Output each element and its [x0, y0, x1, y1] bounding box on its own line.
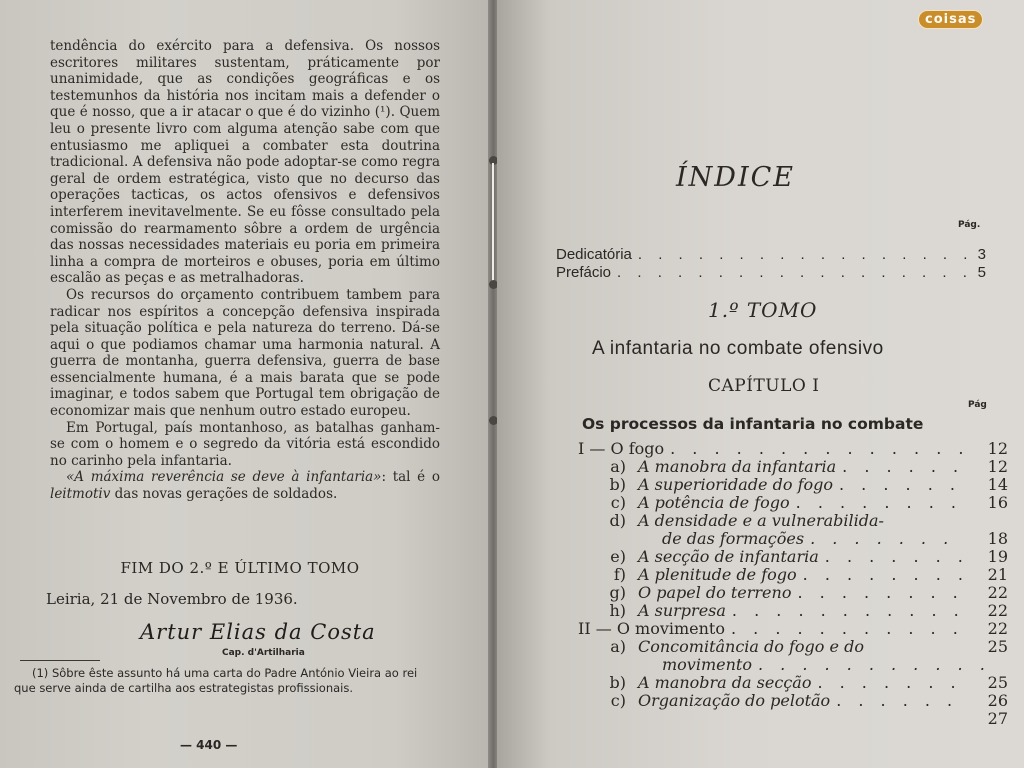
toc-front-row — [556, 264, 986, 281]
item-text-cont: de das formações — [662, 529, 805, 548]
section-page: 22 — [987, 619, 1008, 638]
footnote: (1) Sôbre êste assunto há uma carta do Padre António Vieira ao rei que serve ainda de cartilha aos estrategistas profissionais. — [14, 666, 418, 695]
leader-dots — [803, 566, 962, 584]
body-text — [50, 38, 440, 503]
leader-dots — [797, 584, 962, 602]
binding-thread — [492, 163, 494, 281]
item-letter: a) — [610, 457, 626, 476]
toc-section — [578, 440, 1008, 458]
item-letter: h) — [609, 601, 626, 620]
toc-item — [578, 692, 1008, 710]
toc-item — [578, 548, 1008, 566]
toc-item-continuation — [578, 530, 1008, 548]
toc-list — [578, 440, 1008, 728]
toc-item — [578, 584, 1008, 602]
toc-item — [578, 494, 1008, 512]
item-letter: b) — [609, 475, 626, 494]
item-letter: g) — [609, 583, 626, 602]
leader-dots — [796, 494, 962, 512]
front-page: 5 — [977, 264, 986, 281]
place-date: Leiria, 21 de Novembro de 1936. — [46, 590, 298, 608]
leader-dots — [836, 692, 962, 710]
item-letter: f) — [613, 565, 626, 584]
leader-dots — [732, 602, 962, 620]
paragraph-3: Em Portugal, país montanhoso, as batalhas ganham-se com o homem e o segredo da vitória está escondido no carinho pela infantaria. — [50, 419, 440, 469]
paragraph-1: tendência do exército para a defensiva. Os nossos escritores militares sustentam, práticamente por unanimidade, que as condições geográficas e os testemunhos da história nos incitam mais a defender o que é nosso, que a ir atacar o que é do vizinho (¹). Quem leu o presente livro com alguma atenção sabe com que entusiasmo me apliquei a combater esta doutrina tradicional. A defensiva não pode adoptar-se como regra geral de ordem estratégica, visto que no decurso das operações tacticas, os actos ofensivos e defensivos interferem inevitavelmente. Se eu fôsse consultado pela comissão do rearmamento sôbre a ordem de urgência das nossas necessidades materiais eu poria em primeira linha a compra de morteiros e obuses, poria em último escalão as peças e as metralhadoras. — [50, 38, 440, 287]
toc-section — [578, 620, 1008, 638]
item-text: A secção de infantaria — [638, 547, 819, 566]
quote-rest-after: das novas gerações de soldados. — [110, 486, 338, 503]
front-label: Dedicatória — [556, 246, 632, 263]
left-page — [0, 0, 492, 768]
tomo-heading: 1.º TOMO — [708, 298, 818, 322]
toc-item — [578, 602, 1008, 620]
item-text: A plenitude de fogo — [638, 565, 797, 584]
item-text: A surpresa — [638, 601, 726, 620]
quote-leitmotiv: leitmotiv — [50, 486, 111, 503]
item-page: 25 — [987, 637, 1008, 656]
leader-dots — [758, 656, 1002, 674]
toc-item — [578, 512, 1008, 530]
item-page: 19 — [987, 547, 1008, 566]
leader-dots — [825, 548, 962, 566]
pag-label: Pág. — [958, 220, 981, 230]
item-page: 22 — [987, 583, 1008, 602]
chapter-heading: CAPÍTULO I — [708, 376, 820, 396]
item-page: 26 — [987, 691, 1008, 710]
item-page: 22 — [987, 601, 1008, 620]
item-letter: c) — [610, 493, 626, 512]
item-page: 18 — [987, 529, 1008, 548]
section-label: II — O movimento — [578, 619, 725, 638]
part-title: A infantaria no combate ofensivo — [592, 338, 884, 359]
item-text: A potência de fogo — [638, 493, 790, 512]
item-text: O papel do terreno — [638, 583, 792, 602]
item-letter: e) — [610, 547, 626, 566]
signature-title: Cap. d'Artilharia — [222, 648, 305, 658]
quote-paragraph — [50, 469, 440, 502]
leader-dots — [638, 246, 972, 263]
toc-item-continuation — [578, 656, 1008, 674]
leader-dots — [617, 264, 972, 281]
item-text-cont: movimento — [662, 655, 752, 674]
index-title: ÍNDICE — [676, 162, 795, 193]
colophon: FIM DO 2.º E ÚLTIMO TOMO — [120, 559, 360, 577]
signature: Artur Elias da Costa — [140, 620, 376, 644]
front-page: 3 — [977, 246, 986, 263]
item-letter: d) — [609, 511, 626, 530]
paragraph-2: Os recursos do orçamento contribuem tambem para radicar nos espíritos a concepção defensiva inspirada pela situação política e pela natureza do terreno. Dá-se aqui o que podiamos chamar uma harmonia natural. A guerra de montanha, guerra defensiva, guerra de base essencialmente humana, é a mais barata que se pode imaginar, e todos sabem que Portugal tem obrigação de economizar mais que nenhum outro estado europeu. — [50, 286, 440, 420]
leader-dots — [810, 530, 962, 548]
watermark-logo: coisas — [918, 10, 983, 29]
leader-dots — [839, 476, 962, 494]
toc-front-row — [556, 246, 986, 263]
leader-dots — [817, 674, 962, 692]
leader-dots — [670, 440, 962, 458]
item-letter: c) — [610, 691, 626, 710]
quote-rest-before: : tal é o — [381, 469, 440, 486]
section-label: I — O fogo — [578, 439, 665, 458]
quote-emphasis: «A máxima reverência se deve à infantaria» — [66, 469, 382, 486]
toc-item — [578, 566, 1008, 584]
item-page: 14 — [987, 475, 1008, 494]
chapter-title: Os processos da infantaria no combate — [582, 415, 924, 433]
toc-item — [578, 674, 1008, 692]
item-text: A densidade e a vulnerabilida- — [638, 511, 884, 530]
item-page: 27 — [987, 709, 1008, 728]
front-label: Prefácio — [556, 264, 612, 281]
item-page: 16 — [987, 493, 1008, 512]
leader-dots — [731, 620, 962, 638]
toc-item — [578, 458, 1008, 476]
item-text: A manobra da secção — [638, 673, 812, 692]
item-text: Concomitância do fogo e do — [638, 637, 864, 656]
toc-item — [578, 476, 1008, 494]
item-text: Organização do pelotão — [638, 691, 831, 710]
item-text: A superioridade do fogo — [638, 475, 833, 494]
item-page: 12 — [987, 457, 1008, 476]
item-letter: b) — [609, 673, 626, 692]
pag-label: Pág — [968, 400, 987, 410]
page-number: — 440 — — [180, 738, 238, 752]
section-page: 12 — [987, 439, 1008, 458]
item-page: 21 — [987, 565, 1008, 584]
item-letter: a) — [610, 637, 626, 656]
item-page: 25 — [987, 673, 1008, 692]
footnote-rule — [20, 660, 100, 661]
toc-item — [578, 710, 1008, 728]
leader-dots — [842, 458, 962, 476]
toc-item — [578, 638, 1008, 656]
item-text: A manobra da infantaria — [638, 457, 837, 476]
